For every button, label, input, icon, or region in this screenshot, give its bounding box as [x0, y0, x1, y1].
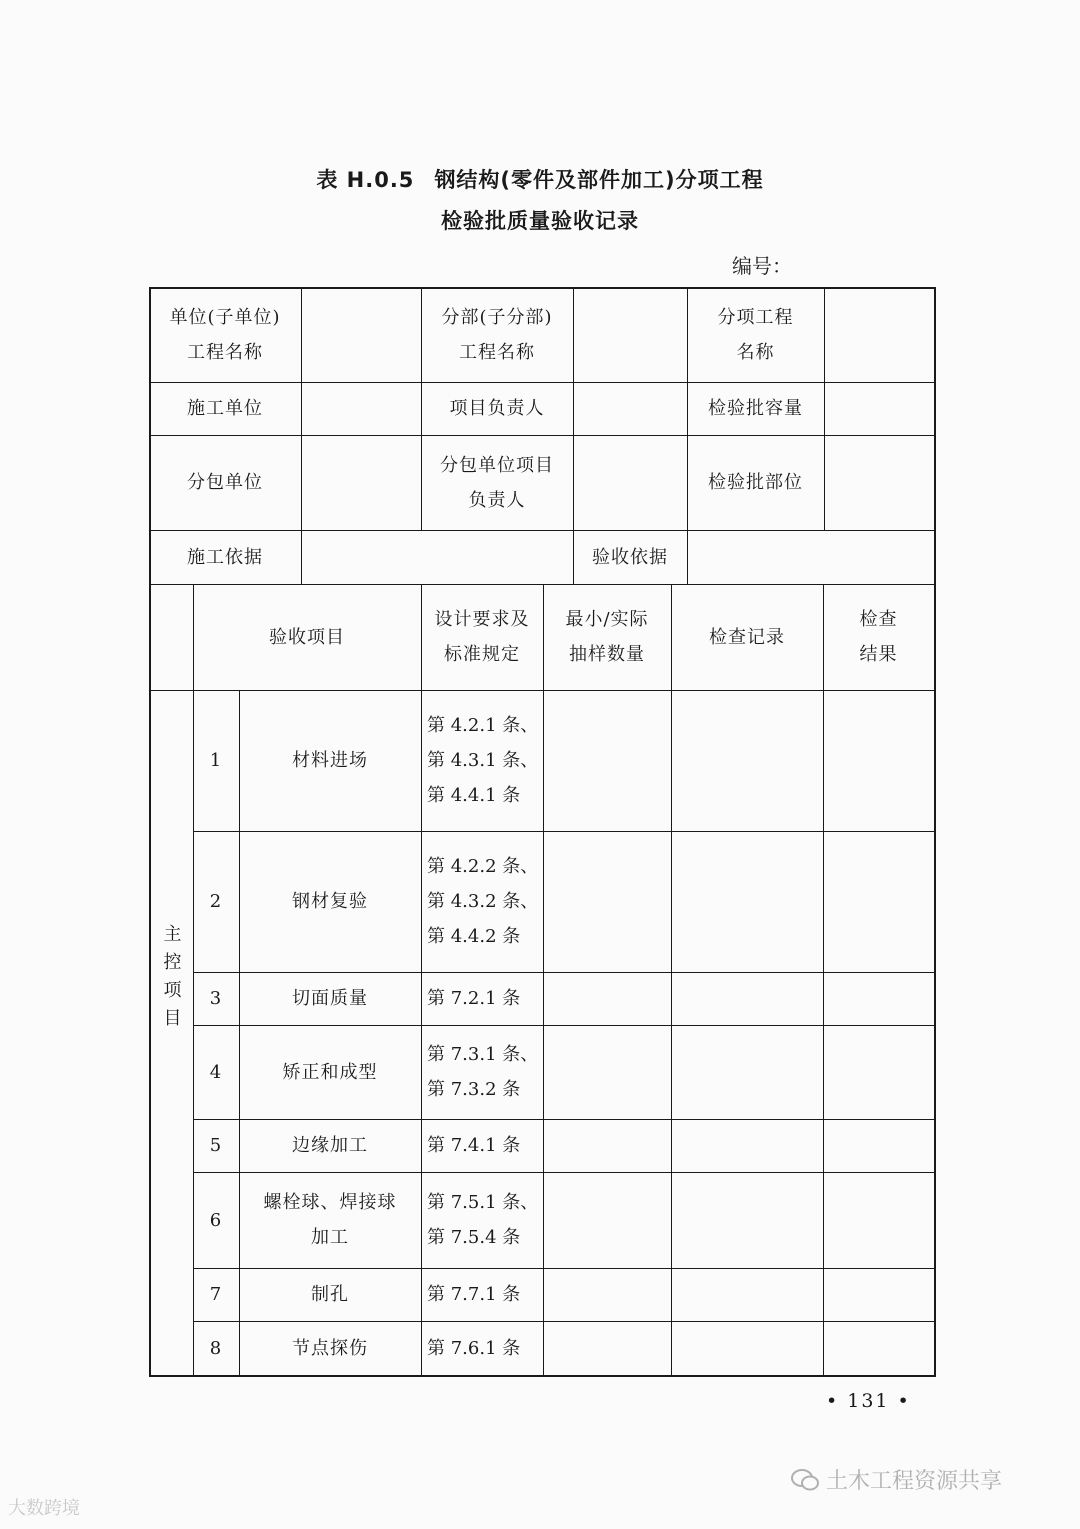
watermark-right-text: 土木工程资源共享 — [826, 1469, 1003, 1494]
row-sample-value[interactable] — [543, 1119, 671, 1172]
sub-manager-label — [421, 435, 573, 530]
column-header-requirement-line-1: 设计要求及 — [434, 609, 530, 630]
batch-capacity-value[interactable] — [824, 382, 934, 435]
row-clauses — [421, 690, 543, 831]
row-record-value[interactable] — [671, 972, 823, 1025]
construction-basis-label-line-1: 施工依据 — [187, 546, 263, 568]
row-item-name — [239, 1119, 421, 1172]
row-number-line-1: 2 — [209, 891, 223, 912]
table-border-right — [934, 287, 936, 1377]
row-clauses-line-1: 第 7.6.1 条 — [427, 1337, 521, 1359]
subcontractor-value[interactable] — [301, 435, 421, 530]
construction-basis-value[interactable] — [301, 530, 573, 584]
row-item-name-line-1: 节点探伤 — [292, 1337, 368, 1359]
row-result-value[interactable] — [823, 1172, 934, 1268]
row-record-value[interactable] — [671, 1268, 823, 1321]
row-item-name-line-1: 钢材复验 — [292, 891, 368, 912]
sub-manager-label-line-1: 分包单位项目 — [440, 454, 554, 476]
column-header-record-line-1: 检查记录 — [709, 626, 785, 648]
row-number-line-1: 5 — [209, 1135, 223, 1156]
column-header-sample-line-2: 抽样数量 — [569, 644, 645, 665]
table-code: 表 H.0.5 — [316, 168, 415, 192]
section-label-text: 主控项目 — [160, 923, 182, 1036]
column-header-result — [823, 584, 934, 690]
acceptance-basis-label-line-1: 验收依据 — [592, 546, 668, 568]
row-item-name-line-1: 螺栓球、焊接球 — [263, 1192, 397, 1213]
row-item-name-line-1: 切面质量 — [292, 988, 368, 1009]
column-header-result-line-2: 结果 — [859, 644, 898, 665]
batch-capacity-label — [687, 382, 824, 435]
subitem-name-label-line-2: 名称 — [736, 341, 775, 363]
row-clauses — [421, 1119, 543, 1172]
row-item-name — [239, 1321, 421, 1375]
row-result-value[interactable] — [823, 1268, 934, 1321]
row-clauses — [421, 1172, 543, 1268]
row-number-line-1: 7 — [209, 1284, 223, 1305]
column-header-requirement — [421, 584, 543, 690]
row-result-value[interactable] — [823, 1119, 934, 1172]
row-sample-value[interactable] — [543, 1268, 671, 1321]
column-header-item — [193, 584, 421, 690]
table-title: 钢结构(零件及部件加工)分项工程 — [434, 168, 764, 192]
row-number-line-1: 1 — [209, 750, 223, 771]
row-item-name — [239, 1025, 421, 1119]
table-border-bottom — [149, 1375, 936, 1377]
column-header-sample — [543, 584, 671, 690]
row-clauses — [421, 1321, 543, 1375]
subcontractor-label — [149, 435, 301, 530]
column-header-record — [671, 584, 823, 690]
row-clauses — [421, 831, 543, 972]
batch-location-value[interactable] — [824, 435, 934, 530]
batch-capacity-label-line-1: 检验批容量 — [708, 398, 803, 419]
batch-location-label-line-1: 检验批部位 — [708, 472, 803, 493]
row-item-name-line-1: 材料进场 — [292, 750, 368, 771]
division-name-label-line-2: 工程名称 — [459, 341, 535, 363]
row-record-value[interactable] — [671, 690, 823, 831]
row-number — [193, 1268, 239, 1321]
construction-basis-label — [149, 530, 301, 584]
page-number: • 131 • — [826, 1390, 911, 1412]
project-manager-value[interactable] — [573, 382, 687, 435]
project-manager-label — [421, 382, 573, 435]
row-result-value[interactable] — [823, 831, 934, 972]
row-sample-value[interactable] — [543, 690, 671, 831]
row-item-name — [239, 1268, 421, 1321]
row-number-line-1: 8 — [209, 1337, 223, 1359]
division-name-value[interactable] — [573, 287, 687, 382]
construction-unit-label-line-1: 施工单位 — [187, 398, 263, 419]
column-header-item-line-1: 验收项目 — [269, 626, 345, 648]
row-clauses-line-1: 第 7.5.1 条、 — [427, 1192, 539, 1213]
row-clauses — [421, 972, 543, 1025]
subitem-name-value[interactable] — [824, 287, 934, 382]
row-clauses — [421, 1268, 543, 1321]
row-clauses-line-2: 第 4.3.2 条、 — [427, 891, 539, 912]
row-number-line-1: 3 — [209, 988, 223, 1009]
row-number — [193, 831, 239, 972]
batch-location-label — [687, 435, 824, 530]
subitem-name-label-line-1: 分项工程 — [717, 306, 794, 328]
row-clauses-line-1: 第 7.3.1 条、 — [427, 1044, 539, 1065]
construction-unit-value[interactable] — [301, 382, 421, 435]
chat-bubble-icon — [790, 1467, 820, 1493]
row-record-value[interactable] — [671, 1321, 823, 1375]
row-result-value[interactable] — [823, 1321, 934, 1375]
sub-manager-label-line-2: 负责人 — [468, 489, 526, 511]
row-item-name-line-1: 制孔 — [311, 1284, 349, 1305]
row-clauses-line-1: 第 7.2.1 条 — [427, 988, 521, 1009]
row-number — [193, 1025, 239, 1119]
row-sample-value[interactable] — [543, 1321, 671, 1375]
subcontractor-label-line-1: 分包单位 — [187, 472, 263, 493]
row-sample-value[interactable] — [543, 972, 671, 1025]
row-item-name-line-2: 加工 — [311, 1227, 349, 1248]
row-record-value[interactable] — [671, 1025, 823, 1119]
row-record-value[interactable] — [671, 831, 823, 972]
row-clauses-line-2: 第 7.3.2 条 — [427, 1079, 521, 1100]
row-record-value[interactable] — [671, 1172, 823, 1268]
unit-name-value[interactable] — [301, 287, 421, 382]
division-name-label — [421, 287, 573, 382]
sub-manager-value[interactable] — [573, 435, 687, 530]
serial-number-label: 编号： — [732, 254, 792, 278]
acceptance-basis-value[interactable] — [687, 530, 934, 584]
row-number — [193, 1172, 239, 1268]
row-item-name-line-1: 矫正和成型 — [282, 1061, 378, 1083]
row-number — [193, 972, 239, 1025]
unit-name-label — [149, 287, 301, 382]
project-manager-label-line-1: 项目负责人 — [449, 398, 545, 419]
row-item-name — [239, 1172, 421, 1268]
row-clauses-line-3: 第 4.4.1 条 — [427, 785, 521, 806]
form-title-line2: 检验批质量验收记录 — [441, 209, 639, 233]
subitem-name-label — [687, 287, 824, 382]
column-header-sample-line-1: 最小/实际 — [565, 609, 649, 630]
row-number — [193, 690, 239, 831]
row-sample-value[interactable] — [543, 831, 671, 972]
row-number-line-1: 6 — [209, 1209, 223, 1231]
row-result-value[interactable] — [823, 690, 934, 831]
row-clauses-line-1: 第 4.2.1 条、 — [427, 715, 539, 736]
row-result-value[interactable] — [823, 1025, 934, 1119]
row-sample-value[interactable] — [543, 1025, 671, 1119]
row-clauses-line-2: 第 7.5.4 条 — [427, 1227, 521, 1248]
row-record-value[interactable] — [671, 1119, 823, 1172]
column-header-requirement-line-2: 标准规定 — [444, 644, 520, 665]
row-clauses — [421, 1025, 543, 1119]
column-header-result-line-1: 检查 — [859, 609, 898, 630]
unit-name-label-line-2: 工程名称 — [187, 341, 263, 363]
acceptance-basis-label — [573, 530, 687, 584]
row-result-value[interactable] — [823, 972, 934, 1025]
construction-unit-label — [149, 382, 301, 435]
section-label-main-control — [149, 584, 193, 1375]
row-number — [193, 1321, 239, 1375]
division-name-label-line-1: 分部(子分部) — [441, 306, 553, 328]
watermark-right — [790, 1464, 1002, 1495]
row-clauses-line-1: 第 7.7.1 条 — [427, 1284, 521, 1305]
row-number-line-1: 4 — [209, 1061, 223, 1083]
watermark-left: 大数跨境 — [8, 1498, 80, 1519]
unit-name-label-line-1: 单位(子单位) — [169, 306, 281, 328]
row-clauses-line-2: 第 4.3.1 条、 — [427, 750, 539, 771]
row-item-name — [239, 831, 421, 972]
row-clauses-line-3: 第 4.4.2 条 — [427, 926, 521, 947]
row-clauses-line-1: 第 4.2.2 条、 — [427, 856, 539, 877]
row-item-name — [239, 972, 421, 1025]
row-number — [193, 1119, 239, 1172]
row-item-name-line-1: 边缘加工 — [292, 1135, 368, 1156]
row-sample-value[interactable] — [543, 1172, 671, 1268]
row-item-name — [239, 690, 421, 831]
row-clauses-line-1: 第 7.4.1 条 — [427, 1135, 521, 1156]
